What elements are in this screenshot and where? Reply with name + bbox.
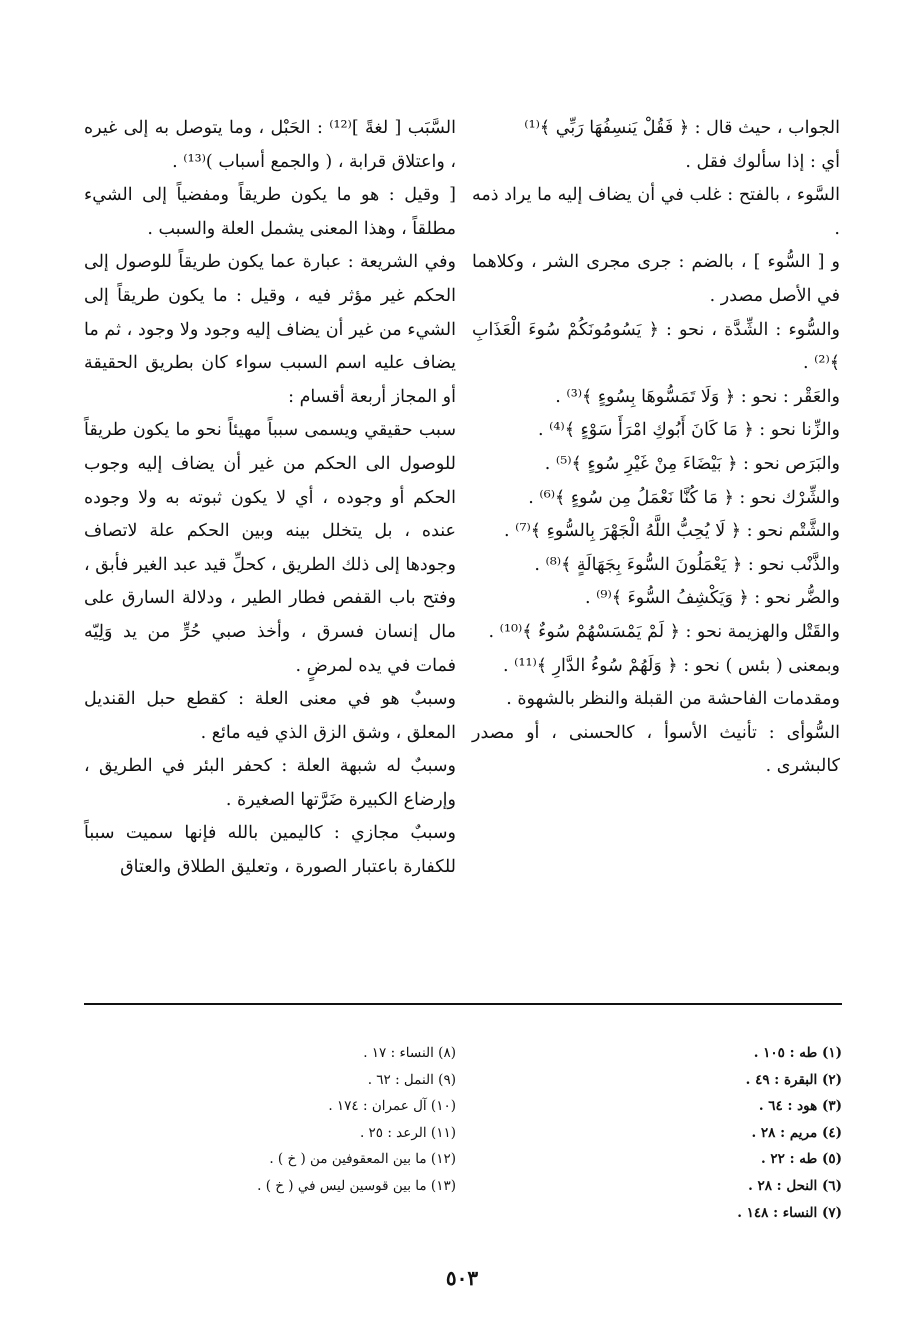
footnote: (٣) هود : ٦٤ . [758,1098,842,1115]
entry-al-sabab: السَّبَب [ لغةً ]⁽¹²⁾ : الحَبْل ، وما يتوصل به إلى غيره ، واعتلاق قرابة ، ( والجمع أسباب )⁽¹³⁾ . [84,118,456,172]
sense-zina: والزِّنا نحو : ﴿ مَا كَانَ أَبُوكِ امْرَأَ سَوْءٍ ﴾⁽⁴⁾ . [537,420,840,441]
footnote: (١٢) ما بين المعقوفين من ( خ ) . [269,1151,456,1168]
footnote: (٥) طه : ٢٢ . [760,1151,842,1168]
footnotes-right [560,1040,842,1226]
paragraph: وسببٌ هو في معنى العلة : كقطع حبل القنديل المعلق ، وشق الزق الذي فيه مائع . [84,689,456,743]
right-column [472,112,840,784]
page-number: ٥٠٣ [445,1266,479,1290]
sense-shatm: والشَّتْم نحو : ﴿ لَا يُحِبُّ اللَّهُ الْجَهْرَ بِالسُّوءِ ﴾⁽⁷⁾ . [504,521,840,542]
paragraph: أي : إذا سألوك فقل . [685,151,840,172]
sense-shirk: والشِّرْك نحو : ﴿ مَا كُنَّا نَعْمَلُ مِن سُوءٍ ﴾⁽⁶⁾ . [528,487,840,508]
footnote: (٢) البقرة : ٤٩ . [745,1071,842,1088]
footnote: (٧) النساء : ١٤٨ . [737,1204,842,1221]
footnote: (١١) الرعد : ٢٥ . [359,1124,456,1141]
entry-al-su: و [ السُّوء ] ، بالضم : جرى مجرى الشر ، وكلاهما في الأصل مصدر . [472,252,840,306]
sense-dhanb: والذَّنْب نحو : ﴿ يَعْمَلُونَ السُّوءَ بِجَهَالَةٍ ﴾⁽⁸⁾ . [534,554,840,575]
sense-baras: والبَرَص نحو : ﴿ بَيْضَاءَ مِنْ غَيْرِ سُوءٍ ﴾⁽⁵⁾ . [544,453,840,474]
footnote: (٨) النساء : ١٧ . [363,1045,456,1061]
left-column [84,112,456,885]
footnote: (٤) مريم : ٢٨ . [751,1124,842,1141]
paragraph: وسببٌ له شبهة العلة : كحفر البئر في الطريق ، وإرضاع الكبيرة ضَرَّتها الصغيرة . [84,756,456,810]
paragraph: الجواب ، حيث قال : ﴿ فَقُلْ يَنسِفُهَا رَبِّي ﴾⁽¹⁾ [524,118,840,138]
footnote: (٩) النمل : ٦٢ . [367,1071,456,1088]
sense-qatl: والقَتْل والهزيمة نحو : ﴿ لَمْ يَمْسَسْهُمْ سُوءٌ ﴾⁽¹⁰⁾ . [488,621,840,642]
footnote: (١) طه : ١٠٥ . [753,1045,842,1061]
footnote: (١٣) ما بين قوسين ليس في ( خ ) . [257,1177,456,1194]
paragraph: [ وقيل : هو ما يكون طريقاً ومفضياً إلى الشيء مطلقاً ، وهذا المعنى يشمل العلة والسبب . [84,185,456,239]
footnote: (١٠) آل عمران : ١٧٤ . [328,1098,456,1115]
sense-bisa: وبمعنى ( بئس ) نحو : ﴿ وَلَهُمْ سُوءُ الدَّارِ ﴾⁽¹¹⁾ . [503,655,840,676]
footnote: (٦) النحل : ٢٨ . [748,1177,842,1194]
sense-aqr: والعَقْر : نحو : ﴿ وَلَا تَمَسُّوهَا بِسُوءٍ ﴾⁽³⁾ . [555,386,840,407]
entry-al-suwa: السُّوأى : تأنيث الأسوأ ، كالحسنى ، أو مصدر كالبشرى . [472,722,840,777]
entry-al-saw: السَّوء ، بالفتح : غلب في أن يضاف إليه ما يراد ذمه . [472,185,840,239]
sense-shidda: والسُّوء : الشِّدَّة ، نحو : ﴿ يَسُومُونَكُمْ سُوءَ الْعَذَابِ ﴾⁽²⁾ . [472,319,840,374]
paragraph: وفي الشريعة : عبارة عما يكون طريقاً للوصول إلى الحكم غير مؤثر فيه ، وقيل : ما يكون طريقاً إلى الشيء من غير أن يضاف إليه وجود ولا وجود ، ثم ما يضاف عليه اسم السبب سواء كان بطريق الحقيقة أو المجاز أربعة أقسام : [84,252,456,407]
paragraph: سبب حقيقي ويسمى سبباً مهيئاً نحو ما يكون طريقاً للوصول الى الحكم من غير أن يضاف إليه وجوب الحكم أو وجوده ، أي لا يكون ثبوته به ولا وجوده عنده ، بل يتخلل بينه وبين الحكم علة لاتصاف وجودها إلى ذلك الطريق ، كحلِّ قيد عبد الغير فأبق ، وفتح باب القفص فطار الطير ، ودلالة السارق على مال إنسان فسرق ، وأخذ صبي حُرٍّ من يد وَلِيّه فمات في يده لمرضٍ . [84,420,456,676]
sense-durr: والضُّر نحو : ﴿ وَيَكْشِفُ السُّوءَ ﴾⁽⁹⁾ . [584,588,840,609]
sense-muqaddimat: ومقدمات الفاحشة من القبلة والنظر بالشهوة . [506,689,840,710]
footnotes-left [160,1040,456,1200]
footnote-divider [84,1003,842,1005]
paragraph: وسببٌ مجازي : كاليمين بالله فإنها سميت سبباً للكفارة باعتبار الصورة ، وتعليق الطلاق والعتاق [84,823,456,878]
